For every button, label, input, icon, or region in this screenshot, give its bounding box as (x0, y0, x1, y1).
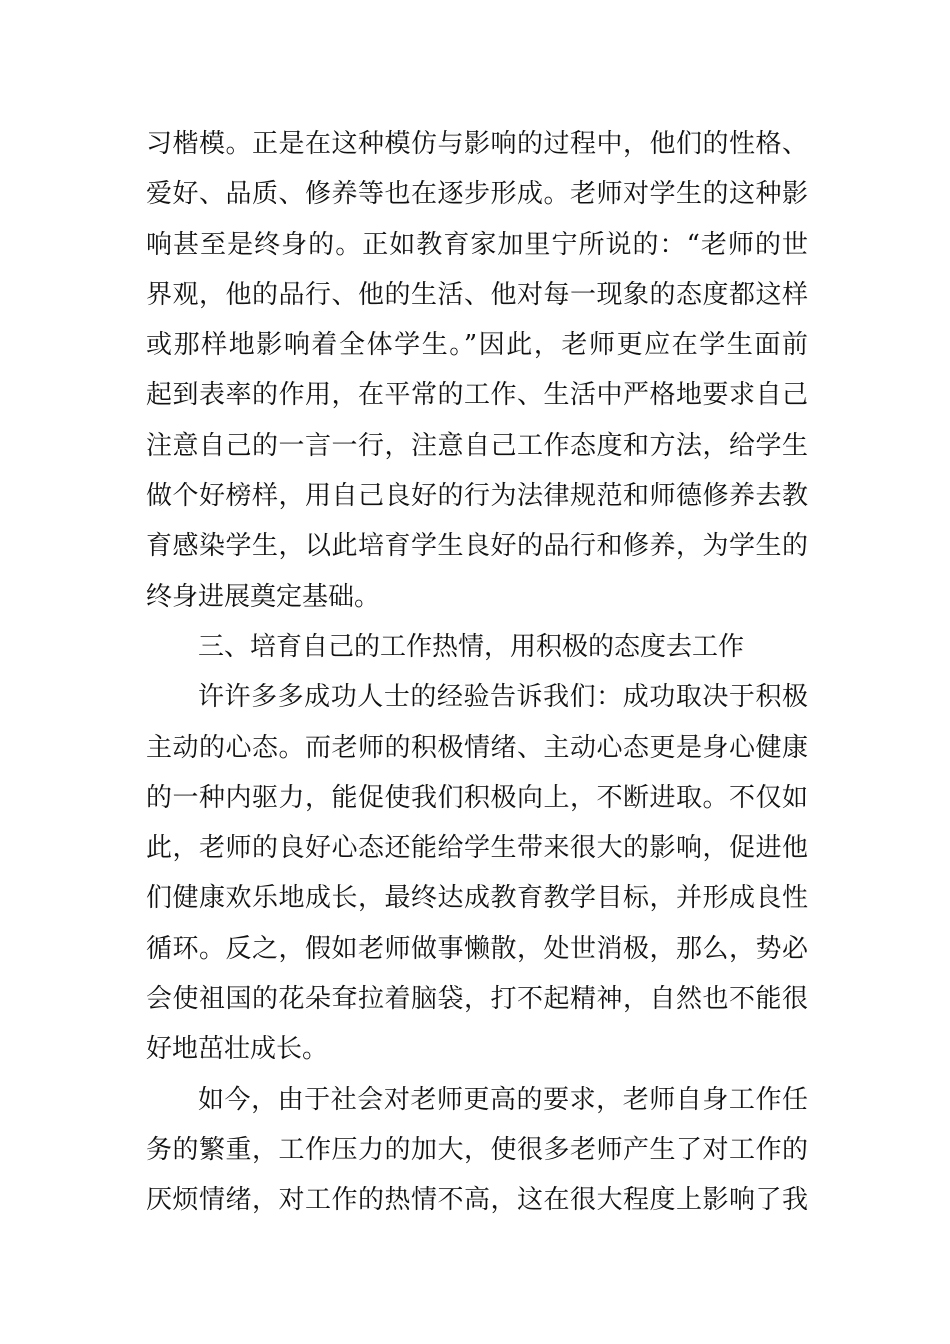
text-line: 注意自己的一言一行，注意自己工作态度和方法，给学生 (146, 430, 808, 461)
text-line: 习楷模。正是在这种模仿与影响的过程中，他们的性格、 (146, 129, 808, 159)
body-text (146, 119, 808, 1226)
text-line: 务的繁重，工作压力的加大，使很多老师产生了对工作的 (146, 1134, 808, 1165)
text-line: 育感染学生，以此培育学生良好的品行和修养，为学生的 (146, 531, 808, 562)
text-line: 起到表率的作用，在平常的工作、生活中严格地要求自己 (146, 380, 808, 411)
text-line: 好地茁壮成长。 (146, 1034, 329, 1065)
section-heading: 三、培育自己的工作热情，用积极的态度去工作 (198, 631, 745, 662)
text-line: 许许多多成功人士的经验告诉我们：成功取决于积极 (198, 682, 808, 713)
text-line: 会使祖国的花朵耷拉着脑袋，打不起精神，自然也不能很 (146, 984, 808, 1015)
text-line: 如今，由于社会对老师更高的要求，老师自身工作任 (198, 1084, 808, 1115)
text-line: 们健康欢乐地成长，最终达成教育教学目标，并形成良性 (146, 883, 808, 914)
text-line: 循环。反之，假如老师做事懒散，处世消极，那么，势必 (146, 933, 808, 964)
text-line: 爱好、品质、修养等也在逐步形成。老师对学生的这种影 (146, 179, 808, 210)
text-line: 做个好榜样，用自己良好的行为法律规范和师德修养去教 (146, 481, 808, 512)
text-line: 或那样地影响着全体学生。”因此，老师更应在学生面前 (146, 330, 808, 361)
text-line: 的一种内驱力，能促使我们积极向上，不断进取。不仅如 (146, 782, 808, 813)
text-line: 界观，他的品行、他的生活、他对每一现象的态度都这样 (146, 279, 808, 310)
text-line: 主动的心态。而老师的积极情绪、主动心态更是身心健康 (146, 732, 808, 763)
text-line: 此，老师的良好心态还能给学生带来很大的影响，促进他 (146, 833, 808, 864)
text-line: 终身进展奠定基础。 (146, 581, 381, 612)
text-line: 厌烦情绪，对工作的热情不高，这在很大程度上影响了我 (146, 1185, 808, 1216)
text-line: 响甚至是终身的。正如教育家加里宁所说的：“老师的世 (146, 229, 808, 260)
